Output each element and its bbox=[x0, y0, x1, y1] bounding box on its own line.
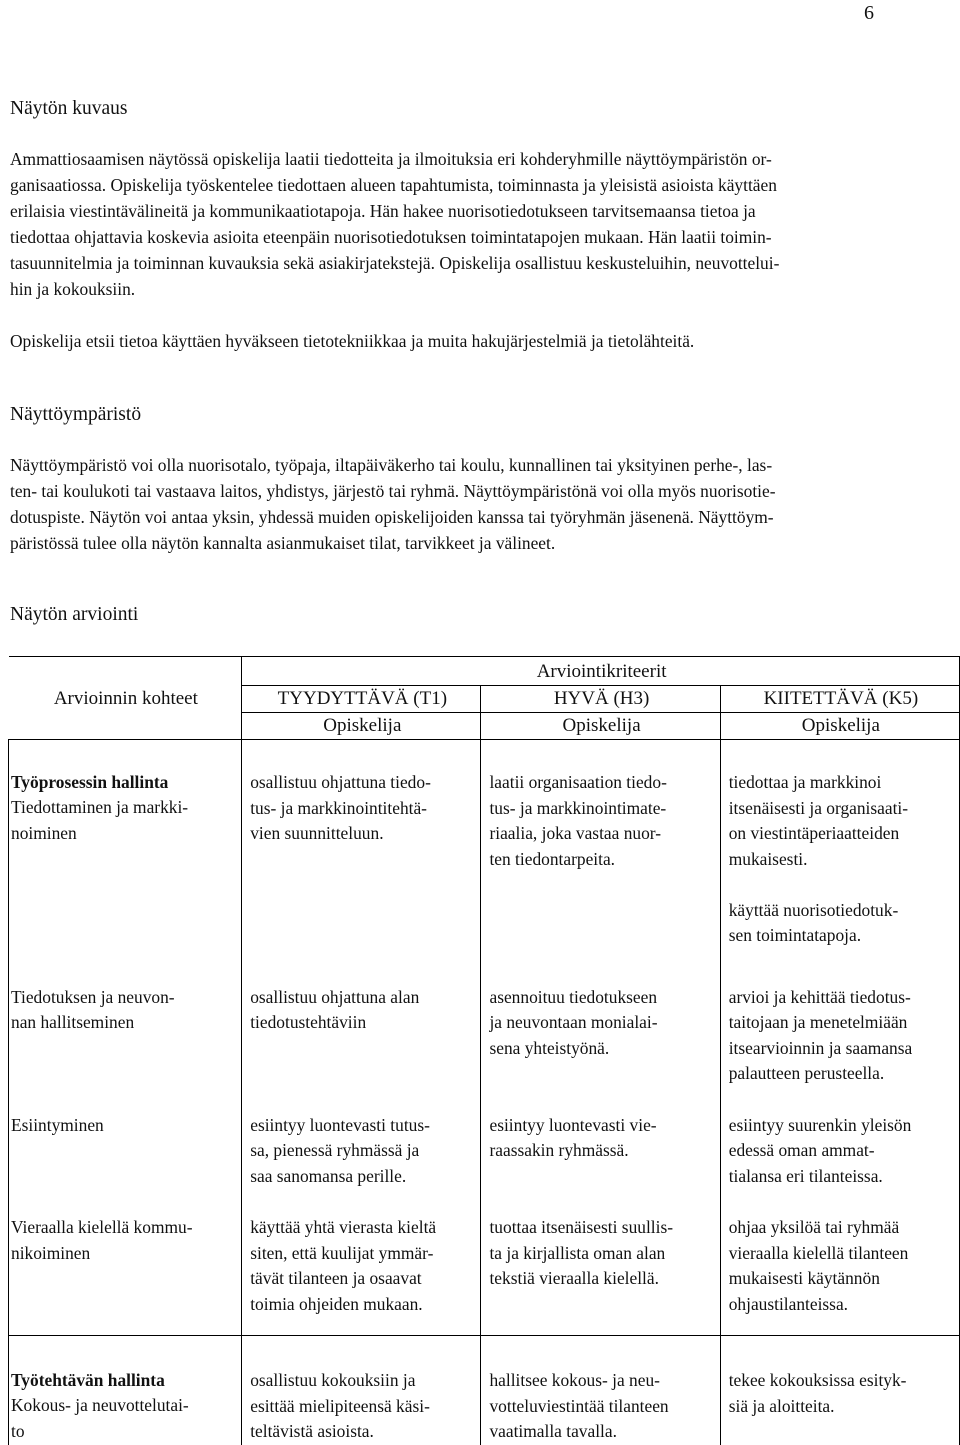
header-empty-cell bbox=[9, 713, 242, 740]
paragraph-environment: Näyttöympäristö voi olla nuorisotalo, työpaja, iltapäiväkerho tai koulu, kunnallinen tai yksityinen perhe-, las- ten- tai koulukoti tai vastaava laitos, yhdistys, järjestö tai ryhmä. Näyttöympäristönä voi olla myös nuorisotie- dotuspiste. Näytön voi antaa yksin, yhdessä muiden opiskelijoiden kanssa tai työryhmän jäsenenä. Näyttöym- päristössä tulee olla näytön kannalta asianmukaiset tilat, tarvikkeet ja välineet. bbox=[10, 455, 776, 553]
paragraph-description-2: Opiskelija etsii tietoa käyttäen hyväkseen tietotekniikkaa ja muita hakujärjestelmiä ja tietolähteitä. bbox=[10, 331, 695, 351]
paragraph-description-1: Ammattiosaamisen näytössä opiskelija laatii tiedotteita ja ilmoituksia eri kohderyhmille näyttöympäristön or- ganisaatiossa. Opiskelija työskentelee tiedottaen alueen tapahtumista, toiminnasta ja yleisistä asioista käyttäen erilaisia viestintävälineitä ja kommunikaatiotapoja. Hän hakee nuorisotiedotukseen tarvitsemaansa tietoa ja tiedottaa ohjattavia koskevia asioita eteenpäin nuorisotiedotuksen toimintatapojen mukaan. Hän laatii toimin- tasuunnitelmia ja toiminnan kuvauksia sekä asiakirjatekstejä. Opiskelija osallistuu keskusteluihin, neuvottelui- hin ja kokouksiin. bbox=[10, 149, 780, 299]
row-k5-cell: tekee kokouksissa esityk- siä ja aloitteita. bbox=[720, 1336, 959, 1445]
heading-assessment: Näytön arviointi bbox=[10, 604, 139, 625]
row-target-cell bbox=[9, 1336, 242, 1445]
row-h3-cell: hallitsee kokous- ja neu- votteluviestintää tilanteen vaatimalla tavalla. bbox=[481, 1336, 720, 1445]
subject-label-k5: Opiskelija bbox=[720, 713, 959, 740]
row-target-label: Tiedottaminen ja markki- noiminen bbox=[11, 797, 189, 843]
table-row bbox=[9, 1211, 960, 1336]
row-h3-cell: tuottaa itsenäisesti suullis- ta ja kirjallista oman alan tekstiä vieraalla kielellä. bbox=[481, 1211, 720, 1336]
table-row bbox=[9, 1109, 960, 1212]
row-target-cell: Tiedotuksen ja neuvon- nan hallitseminen bbox=[9, 981, 242, 1109]
subject-label-t1: Opiskelija bbox=[242, 713, 481, 740]
page-number: 6 bbox=[864, 2, 874, 24]
row-group-heading: Työprosessin hallinta bbox=[11, 771, 169, 792]
table-row bbox=[9, 1336, 960, 1445]
subject-label-h3: Opiskelija bbox=[481, 713, 720, 740]
row-t1-cell: osallistuu kokouksiin ja esittää mielipiteensä käsi- teltävistä asioista. bbox=[242, 1336, 481, 1445]
row-t1-cell: osallistuu ohjattuna tiedo- tus- ja markkinointitehtä- vien suunnitteluun. bbox=[242, 740, 481, 981]
criteria-header: Arviointikriteerit bbox=[242, 657, 960, 686]
row-h3-cell: esiintyy luontevasti vie- raassakin ryhmässä. bbox=[481, 1109, 720, 1212]
row-target-label: Kokous- ja neuvottelutai- to bbox=[11, 1395, 189, 1441]
assessment-table bbox=[8, 656, 960, 1445]
row-target-cell: Esiintyminen bbox=[9, 1109, 242, 1212]
level-h3-header: HYVÄ (H3) bbox=[481, 686, 720, 713]
row-h3-cell: asennoituu tiedotukseen ja neuvontaan monialai- sena yhteistyönä. bbox=[481, 981, 720, 1109]
row-t1-cell: käyttää yhtä vierasta kieltä siten, että kuulijat ymmär- tävät tilanteen ja osaavat toimia ohjeiden mukaan. bbox=[242, 1211, 481, 1336]
targets-header: Arvioinnin kohteet bbox=[9, 686, 242, 713]
header-empty-cell bbox=[9, 657, 242, 686]
table-row bbox=[9, 981, 960, 1109]
row-k5-cell: tiedottaa ja markkinoi itsenäisesti ja organisaati- on viestintäperiaatteiden mukaisesti. käyttää nuorisotiedotuk- sen toimintatapoja. bbox=[720, 740, 959, 981]
table-header-row-criteria bbox=[9, 657, 960, 686]
row-t1-cell: osallistuu ohjattuna alan tiedotustehtäviin bbox=[242, 981, 481, 1109]
row-h3-cell: laatii organisaation tiedo- tus- ja markkinointimate- riaalia, joka vastaa nuor- ten tiedontarpeita. bbox=[481, 740, 720, 981]
heading-environment: Näyttöympäristö bbox=[10, 404, 142, 425]
row-k5-cell: arvioi ja kehittää tiedotus- taitojaan ja menetelmiään itsearvioinnin ja saamansa palautteen perusteella. bbox=[720, 981, 959, 1109]
row-k5-cell: esiintyy suurenkin yleisön edessä oman ammat- tialansa eri tilanteissa. bbox=[720, 1109, 959, 1212]
table-header-row-subject bbox=[9, 713, 960, 740]
level-k5-header: KIITETTÄVÄ (K5) bbox=[720, 686, 959, 713]
row-group-heading: Työtehtävän hallinta bbox=[11, 1369, 165, 1390]
row-k5-cell: ohjaa yksilöä tai ryhmää vieraalla kielellä tilanteen mukaisesti käytännön ohjaustilanteissa. bbox=[720, 1211, 959, 1336]
row-target-cell: Vieraalla kielellä kommu- nikoiminen bbox=[9, 1211, 242, 1336]
row-t1-cell: esiintyy luontevasti tutus- sa, pienessä ryhmässä ja saa sanomansa perille. bbox=[242, 1109, 481, 1212]
row-target-cell bbox=[9, 740, 242, 981]
table-header-row-levels bbox=[9, 686, 960, 713]
level-t1-header: TYYDYTTÄVÄ (T1) bbox=[242, 686, 481, 713]
heading-demonstration-description: Näytön kuvaus bbox=[10, 98, 128, 119]
table-row bbox=[9, 740, 960, 981]
